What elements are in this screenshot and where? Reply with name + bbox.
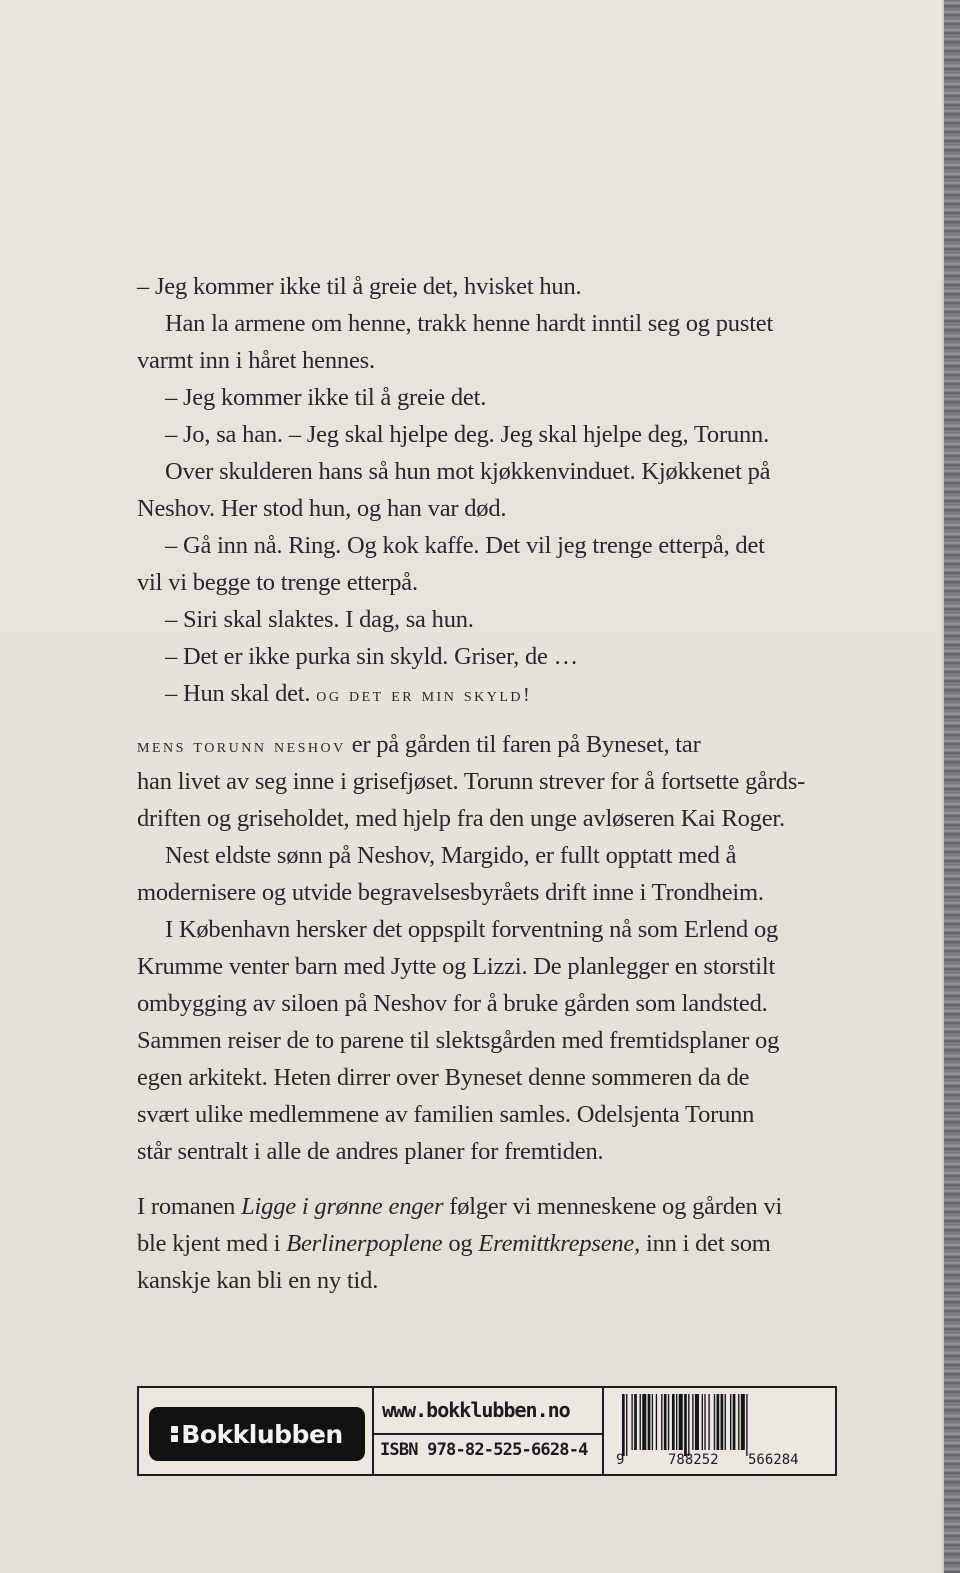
closing-text: ble kjent med i	[137, 1230, 287, 1257]
barcode-bar	[684, 1394, 687, 1456]
synopsis-line: modernisere og utvide begravelsesbyråets drift inne i Trondheim.	[137, 879, 764, 906]
book-edge	[942, 0, 960, 1573]
closing-text: I romanen	[137, 1193, 242, 1220]
logo-mark-icon	[171, 1425, 179, 1443]
synopsis-first-line	[137, 726, 837, 763]
barcode-bar	[704, 1394, 705, 1450]
barcode-icon	[616, 1394, 821, 1456]
divider	[372, 1433, 602, 1435]
barcode-bar	[679, 1394, 683, 1450]
closing-text: og	[442, 1230, 479, 1257]
excerpt-line: – Det er ikke purka sin skyld. Griser, de …	[165, 643, 578, 670]
barcode-bar	[664, 1394, 667, 1450]
synopsis-line: Krumme venter barn med Jytte og Lizzi. De planlegger en storstilt	[137, 953, 776, 980]
logo-text: Bokklubben	[181, 1419, 343, 1449]
barcode-bar	[702, 1394, 703, 1450]
closing-line	[137, 1188, 837, 1225]
book-title: Ligge i grønne enger	[241, 1193, 444, 1220]
barcode-bar	[717, 1394, 720, 1450]
barcode-bar	[708, 1394, 709, 1450]
barcode-digit: 9	[616, 1452, 625, 1468]
barcode-bar	[741, 1394, 745, 1450]
barcode-bar	[714, 1394, 715, 1450]
synopsis-line: driften og griseholdet, med hjelp fra den unge avløseren Kai Roger.	[137, 805, 785, 832]
synopsis-line: Nest eldste sønn på Neshov, Margido, er fullt opptatt med å	[165, 842, 737, 869]
synopsis-text: er på gården til faren på Byneset, tar	[345, 731, 701, 758]
barcode-digits-right: 566284	[748, 1452, 799, 1468]
synopsis-line: svært ulike medlemmene av familien samles. Odelsjenta Torunn	[137, 1101, 755, 1128]
barcode-bar	[721, 1394, 724, 1450]
excerpt-line: – Jeg kommer ikke til å greie det, hvisket hun.	[137, 273, 582, 300]
barcode-bar	[652, 1394, 653, 1450]
excerpt-line: – Jeg kommer ikke til å greie det.	[165, 384, 487, 411]
barcode-bar	[631, 1394, 632, 1450]
book-title: Eremittkrepsene,	[478, 1230, 641, 1257]
synopsis-line: han livet av seg inne i grisefjøset. Torunn strever for å fortsette gårds-	[137, 768, 806, 795]
excerpt-line: – Jo, sa han. – Jeg skal hjelpe deg. Jeg skal hjelpe deg, Torunn.	[165, 421, 770, 448]
excerpt-text: – Hun skal det.	[165, 680, 311, 707]
barcode-bar	[656, 1394, 657, 1450]
excerpt-line: – Siri skal slaktes. I dag, sa hun.	[165, 606, 474, 633]
excerpt-line: Neshov. Her stod hun, og han var død.	[137, 495, 507, 522]
book-title: Berlinerpoplene	[286, 1230, 443, 1257]
bokklubben-logo	[149, 1407, 365, 1461]
barcode-bar	[733, 1394, 736, 1450]
synopsis-line: står sentralt i alle de andres planer for fremtiden.	[137, 1138, 604, 1165]
barcode-bar	[695, 1394, 699, 1450]
closing-line: kanskje kan bli en ny tid.	[137, 1267, 379, 1294]
barcode-digits-left: 788252	[668, 1452, 719, 1468]
barcode-bar	[634, 1394, 637, 1450]
barcode-bar	[730, 1394, 731, 1450]
excerpt-last-line	[137, 675, 837, 712]
barcode-bar	[688, 1394, 689, 1456]
website-url: www.bokklubben.no	[382, 1398, 570, 1422]
barcode-cell	[602, 1388, 835, 1474]
excerpt-line: Han la armene om henne, trakk henne hardt inntil seg og pustet	[165, 310, 774, 337]
barcode-bar	[676, 1394, 677, 1450]
barcode-bar	[642, 1394, 646, 1450]
barcode-bar	[648, 1394, 651, 1450]
closing-line	[137, 1225, 837, 1262]
excerpt-line: vil vi begge to trenge etterpå.	[137, 569, 418, 596]
synopsis-line: I København hersker det oppspilt forventning nå som Erlend og	[165, 916, 779, 943]
barcode-bar	[672, 1394, 675, 1450]
barcode-bar	[692, 1394, 693, 1450]
closing-text: inn i det som	[640, 1230, 771, 1257]
barcode-bar	[668, 1394, 669, 1450]
barcode-bar	[738, 1394, 739, 1450]
excerpt-line: – Gå inn nå. Ring. Og kok kaffe. Det vil jeg trenge etterpå, det	[165, 532, 765, 559]
back-cover-text	[137, 268, 837, 1299]
logo-cell	[139, 1388, 374, 1474]
publisher-footer	[137, 1386, 837, 1476]
barcode-bar	[746, 1394, 747, 1456]
synopsis-line: ombygging av siloen på Neshov for å bruke gården som landsted.	[137, 990, 768, 1017]
barcode-bar	[626, 1394, 627, 1456]
barcode-bar	[725, 1394, 726, 1450]
barcode-bar	[622, 1394, 625, 1456]
barcode-bar	[640, 1394, 641, 1450]
excerpt-line: varmt inn i håret hennes.	[137, 347, 375, 374]
synopsis-lead: mens torunn neshov	[137, 735, 346, 757]
excerpt-emphasis: og det er min skyld!	[316, 684, 533, 706]
synopsis-line: egen arkitekt. Heten dirrer over Byneset denne sommeren da de	[137, 1064, 750, 1091]
isbn-number: ISBN 978-82-525-6628-4	[380, 1440, 588, 1460]
closing-text: følger vi menneskene og gården vi	[443, 1193, 783, 1220]
synopsis-line: Sammen reiser de to parene til slektsgården med fremtidsplaner og	[137, 1027, 780, 1054]
barcode-bar	[661, 1394, 662, 1450]
excerpt-line: Over skulderen hans så hun mot kjøkkenvinduet. Kjøkkenet på	[165, 458, 771, 485]
info-cell	[372, 1388, 604, 1474]
